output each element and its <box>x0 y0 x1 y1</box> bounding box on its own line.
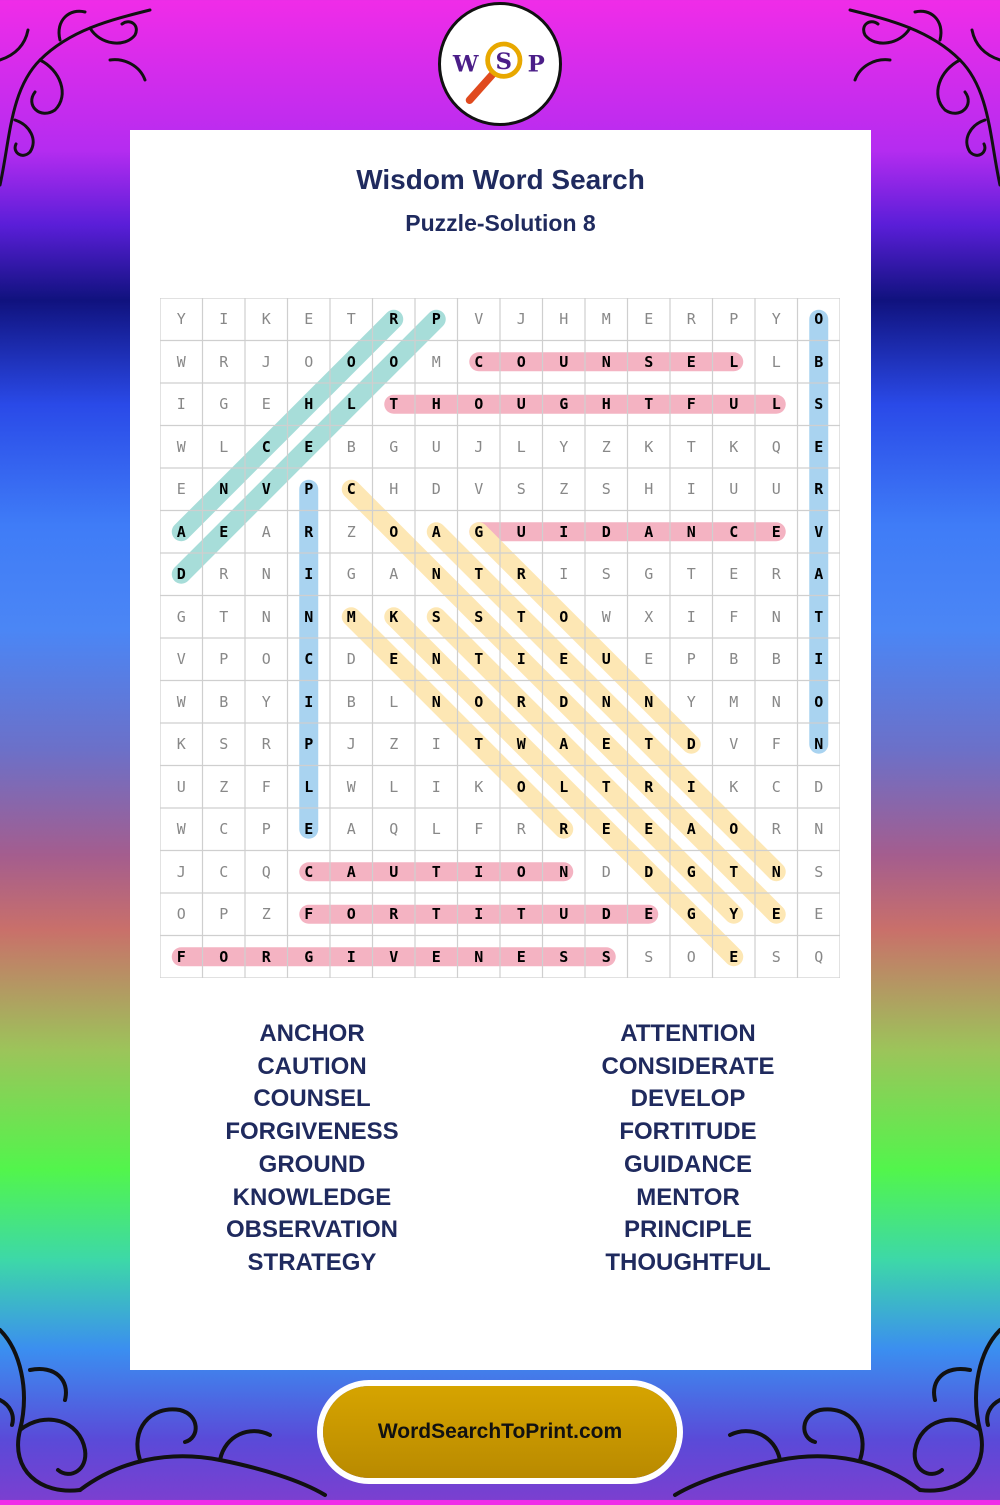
grid-cell: B <box>771 650 781 668</box>
word-list-item: CONSIDERATE <box>601 1052 775 1080</box>
grid-cell: K <box>729 437 739 456</box>
grid-cell: Y <box>261 692 271 711</box>
grid-cell: L <box>219 437 229 456</box>
grid-cell: E <box>431 947 441 966</box>
grid-cell: P <box>431 310 441 328</box>
grid-cell: C <box>771 777 781 796</box>
grid-cell: R <box>219 352 229 371</box>
grid-cell: U <box>559 352 569 371</box>
grid-cell: P <box>686 650 696 668</box>
grid-cell: V <box>176 650 186 668</box>
grid-cell: T <box>516 607 526 626</box>
grid-cell: R <box>261 735 271 753</box>
grid-cell: N <box>601 692 611 711</box>
word-list-item: GUIDANCE <box>623 1150 752 1178</box>
grid-cell: L <box>771 352 781 371</box>
word-list-item: DEVELOP <box>630 1085 746 1113</box>
grid-cell: R <box>814 480 824 498</box>
grid-cell: S <box>431 607 441 626</box>
grid-cell: D <box>176 565 186 583</box>
grid-cell: R <box>771 820 781 838</box>
grid-cell: E <box>814 905 824 923</box>
grid-cell: D <box>814 777 824 796</box>
grid-cell: F <box>771 735 781 753</box>
grid-cell: M <box>431 352 441 371</box>
grid-cell: A <box>346 862 356 881</box>
grid-cell: A <box>644 522 654 541</box>
grid-cell: I <box>686 480 696 498</box>
grid-cell: N <box>431 650 441 668</box>
grid-cell: Z <box>559 480 569 498</box>
grid-cell: G <box>304 947 314 966</box>
grid-cell: T <box>516 905 526 923</box>
grid-cell: I <box>516 650 526 668</box>
grid-cell: I <box>176 395 186 413</box>
grid-cell: P <box>304 735 314 753</box>
grid-cell: V <box>389 947 399 966</box>
grid-cell: C <box>346 480 356 498</box>
page-subtitle: Puzzle-Solution 8 <box>405 210 596 236</box>
grid-cell: Q <box>814 947 824 966</box>
grid-cell: T <box>814 607 824 626</box>
grid-cell: I <box>559 522 569 541</box>
grid-cell: F <box>686 395 696 413</box>
grid-cell: S <box>644 352 654 371</box>
grid-cell: E <box>601 735 611 753</box>
wsp-logo <box>438 2 562 126</box>
grid-cell: O <box>304 352 314 371</box>
grid-cell: E <box>729 947 739 966</box>
grid-cell: O <box>219 947 229 966</box>
grid-cell: R <box>304 522 314 541</box>
grid-cell: G <box>686 905 696 923</box>
grid-cell: E <box>261 395 271 413</box>
grid-cell: K <box>261 310 271 328</box>
grid-cell: K <box>474 777 484 796</box>
grid-cell: E <box>729 565 739 583</box>
word-list-item: FORGIVENESS <box>225 1118 399 1146</box>
grid-cell: E <box>219 522 229 541</box>
grid-cell: I <box>559 565 569 583</box>
grid-cell: N <box>261 607 271 626</box>
grid-cell: S <box>219 735 229 753</box>
grid-cell: N <box>431 565 441 583</box>
grid-cell: T <box>219 607 229 626</box>
grid-cell: O <box>729 820 739 838</box>
grid-cell: S <box>644 947 654 966</box>
grid-cell: T <box>474 735 484 753</box>
grid-cell: U <box>516 395 526 413</box>
page-title: Wisdom Word Search <box>356 164 645 195</box>
site-link-label: WordSearchToPrint.com <box>377 1420 623 1443</box>
grid-cell: K <box>729 777 739 796</box>
grid-cell: P <box>729 310 739 328</box>
grid-cell: W <box>176 352 186 371</box>
grid-cell: D <box>346 650 356 668</box>
grid-cell: H <box>644 480 654 498</box>
grid-cell: B <box>346 437 356 456</box>
grid-cell: R <box>686 310 696 328</box>
grid-cell: N <box>474 947 484 966</box>
grid-cell: T <box>474 650 484 668</box>
grid-cell: G <box>389 437 399 456</box>
grid-cell: T <box>644 735 654 753</box>
grid-cell: L <box>516 437 526 456</box>
grid-cell: N <box>814 735 824 753</box>
grid-cell: E <box>601 820 611 838</box>
grid-cell: P <box>219 905 229 923</box>
grid-cell: O <box>686 947 696 966</box>
grid-cell: W <box>346 777 356 796</box>
grid-cell: O <box>814 310 824 328</box>
grid-cell: T <box>346 310 356 328</box>
grid-cell: N <box>261 565 271 583</box>
grid-cell: R <box>389 905 399 923</box>
grid-cell: C <box>261 437 271 456</box>
grid-cell: F <box>729 607 739 626</box>
grid-cell: V <box>729 735 739 753</box>
grid-cell: L <box>559 777 569 796</box>
word-list-item: GROUND <box>258 1150 366 1178</box>
grid-cell: P <box>261 820 271 838</box>
grid-cell: O <box>559 607 569 626</box>
grid-cell: I <box>474 905 484 923</box>
grid-cell: J <box>516 310 526 328</box>
grid-cell: T <box>474 565 484 583</box>
grid-cell: V <box>814 522 824 541</box>
grid-cell: W <box>176 820 186 838</box>
word-list-item: MENTOR <box>636 1183 740 1211</box>
grid-cell: S <box>814 862 824 881</box>
grid-cell: I <box>304 565 314 583</box>
grid-cell: E <box>304 437 314 456</box>
grid-cell: E <box>814 437 824 456</box>
grid-cell: Z <box>261 905 271 923</box>
logo-letter: S <box>495 48 513 75</box>
grid-cell: U <box>431 437 441 456</box>
grid-cell: L <box>389 692 399 711</box>
word-list-item: PRINCIPLE <box>623 1216 752 1244</box>
grid-cell: Y <box>559 437 569 456</box>
grid-cell: B <box>814 352 824 371</box>
grid-cell: D <box>559 692 569 711</box>
word-search-grid <box>160 298 840 978</box>
grid-cell: L <box>346 395 356 413</box>
grid-cell: L <box>771 395 781 413</box>
word-list-left <box>162 1018 462 1280</box>
grid-cell: E <box>644 310 654 328</box>
grid-cell: E <box>304 820 314 838</box>
grid-cell: H <box>559 310 569 328</box>
grid-cell: S <box>601 947 611 966</box>
grid-cell: N <box>304 607 314 626</box>
grid-cell: O <box>346 352 356 371</box>
grid-cell: O <box>389 522 399 541</box>
grid-cell: M <box>346 607 356 626</box>
grid-cell: E <box>771 522 781 541</box>
grid-cell: N <box>559 862 569 881</box>
word-list-item: KNOWLEDGE <box>232 1183 392 1211</box>
grid-cell: G <box>176 607 186 626</box>
grid-cell: X <box>644 607 654 626</box>
grid-cell: A <box>346 820 356 838</box>
grid-cell: Q <box>771 437 781 456</box>
grid-cell: Y <box>729 905 739 923</box>
grid-cell: V <box>261 480 271 498</box>
grid-cell: M <box>601 310 611 328</box>
grid-cell: U <box>176 777 186 796</box>
grid-cell: R <box>516 820 526 838</box>
grid-cell: U <box>389 862 399 881</box>
grid-cell: E <box>686 352 696 371</box>
grid-cell: O <box>474 395 484 413</box>
grid-cell: B <box>219 692 229 711</box>
grid-cell: N <box>771 607 781 626</box>
grid-cell: S <box>814 395 824 413</box>
grid-cell: N <box>219 480 229 498</box>
grid-cell: N <box>771 692 781 711</box>
grid-cell: B <box>729 650 739 668</box>
grid-cell: I <box>686 607 696 626</box>
grid-cell: H <box>304 395 314 413</box>
grid-cell: G <box>686 862 696 881</box>
grid-cell: A <box>814 565 824 583</box>
grid-cell: O <box>474 692 484 711</box>
grid-cell: F <box>474 820 484 838</box>
grid-cell: W <box>176 692 186 711</box>
word-list-item: ATTENTION <box>620 1020 756 1047</box>
grid-cell: O <box>261 650 271 668</box>
grid-cell: H <box>389 480 399 498</box>
grid-cell: G <box>219 395 229 413</box>
grid-cell: C <box>304 862 314 881</box>
grid-cell: G <box>346 565 356 583</box>
grid-cell: K <box>176 735 186 753</box>
grid-cell: F <box>261 777 271 796</box>
grid-cell: D <box>601 862 611 881</box>
grid-cell: C <box>474 352 484 371</box>
grid-cell: L <box>389 777 399 796</box>
grid-cell: Q <box>389 820 399 838</box>
grid-cell: P <box>304 480 314 498</box>
grid-cell: Z <box>346 522 356 541</box>
grid-cell: K <box>644 437 654 456</box>
word-list-item: CAUTION <box>257 1052 367 1080</box>
grid-cell: N <box>644 692 654 711</box>
grid-cell: I <box>219 310 229 328</box>
grid-cell: R <box>559 820 569 838</box>
grid-cell: E <box>516 947 526 966</box>
grid-cell: B <box>346 692 356 711</box>
grid-cell: I <box>474 862 484 881</box>
grid-cell: A <box>389 565 399 583</box>
grid-cell: O <box>389 352 399 371</box>
grid-cell: S <box>601 480 611 498</box>
grid-cell: M <box>729 692 739 711</box>
grid-cell: E <box>176 480 186 498</box>
grid-cell: D <box>431 480 441 498</box>
grid-cell: E <box>771 905 781 923</box>
grid-cell: N <box>771 862 781 881</box>
grid-cell: L <box>431 820 441 838</box>
grid-cell: S <box>601 565 611 583</box>
grid-cell: S <box>474 607 484 626</box>
grid-cell: T <box>686 437 696 456</box>
grid-cell: D <box>601 522 611 541</box>
grid-cell: R <box>771 565 781 583</box>
logo-letter: W <box>452 51 479 78</box>
grid-cell: N <box>431 692 441 711</box>
grid-cell: S <box>559 947 569 966</box>
grid-cell: N <box>686 522 696 541</box>
grid-cell: L <box>729 352 739 371</box>
grid-cell: T <box>686 565 696 583</box>
grid-cell: E <box>389 650 399 668</box>
grid-cell: R <box>516 565 526 583</box>
grid-cell: F <box>176 947 186 966</box>
grid-cell: D <box>644 862 654 881</box>
grid-cell: N <box>601 352 611 371</box>
word-list-item: OBSERVATION <box>225 1216 399 1244</box>
grid-cell: A <box>686 820 696 838</box>
grid-cell: V <box>474 480 484 498</box>
grid-cell: U <box>771 480 781 498</box>
grid-cell: U <box>729 395 739 413</box>
grid-cell: I <box>304 692 314 711</box>
grid-cell: G <box>559 395 569 413</box>
grid-cell: U <box>601 650 611 668</box>
grid-cell: E <box>304 310 314 328</box>
grid-cell: U <box>559 905 569 923</box>
grid-cell: W <box>601 607 611 626</box>
grid-cell: I <box>346 947 356 966</box>
grid-cell: W <box>516 735 526 753</box>
word-list-item: COUNSEL <box>253 1085 371 1113</box>
grid-cell: A <box>559 735 569 753</box>
grid-cell: H <box>601 395 611 413</box>
grid-cell: R <box>261 947 271 966</box>
grid-cell: Z <box>601 437 611 456</box>
grid-cell: W <box>176 437 186 456</box>
grid-cell: T <box>431 905 441 923</box>
word-list-item: FORTITUDE <box>619 1118 757 1146</box>
grid-cell: J <box>474 437 484 456</box>
site-link-button[interactable] <box>323 1386 677 1478</box>
grid-cell: Q <box>261 862 271 881</box>
grid-cell: A <box>431 522 441 541</box>
grid-cell: Z <box>389 735 399 753</box>
grid-cell: T <box>389 395 399 413</box>
grid-cell: G <box>474 522 484 541</box>
word-list-right <box>538 1018 838 1280</box>
grid-cell: S <box>516 480 526 498</box>
grid-cell: R <box>219 565 229 583</box>
grid-cell: C <box>729 522 739 541</box>
grid-cell: P <box>219 650 229 668</box>
grid-cell: R <box>644 777 654 796</box>
grid-cell: O <box>176 905 186 923</box>
grid-cell: I <box>431 735 441 753</box>
grid-cell: C <box>219 862 229 881</box>
grid-cell: T <box>431 862 441 881</box>
grid-cell: O <box>516 777 526 796</box>
grid-cell: A <box>261 522 271 541</box>
grid-cell: I <box>814 650 824 668</box>
word-list-item: THOUGHTFUL <box>605 1248 771 1276</box>
grid-cell: O <box>516 862 526 881</box>
grid-cell: D <box>601 905 611 923</box>
grid-cell: T <box>601 777 611 796</box>
grid-cell: E <box>559 650 569 668</box>
word-list-item: STRATEGY <box>247 1248 377 1276</box>
grid-cell: J <box>346 735 356 753</box>
grid-cell: C <box>219 820 229 838</box>
grid-cell: S <box>771 947 781 966</box>
grid-cell: A <box>176 522 186 541</box>
grid-cell: J <box>261 352 271 371</box>
grid-cell: U <box>729 480 739 498</box>
grid-cell: G <box>644 565 654 583</box>
grid-cell: I <box>686 777 696 796</box>
grid-cell: V <box>474 310 484 328</box>
word-list-item: ANCHOR <box>259 1020 365 1047</box>
grid-cell: T <box>644 395 654 413</box>
grid-cell: O <box>516 352 526 371</box>
grid-cell: F <box>304 905 314 923</box>
grid-cell: K <box>389 607 399 626</box>
grid-cell: E <box>644 820 654 838</box>
grid-cell: O <box>346 905 356 923</box>
grid-cell: U <box>516 522 526 541</box>
logo-letter: P <box>527 51 545 78</box>
grid-cell: I <box>431 777 441 796</box>
grid-cell: R <box>389 310 399 328</box>
grid-cell: Y <box>771 310 781 328</box>
grid-cell: Y <box>176 310 186 328</box>
grid-cell: R <box>516 692 526 711</box>
grid-cell: T <box>729 862 739 881</box>
grid-cell: E <box>644 650 654 668</box>
grid-cell: Y <box>686 692 696 711</box>
grid-cell: Z <box>219 777 229 796</box>
grid-cell: J <box>176 862 186 881</box>
puzzle-card <box>130 130 871 1370</box>
grid-cell: N <box>814 820 824 838</box>
grid-cell: H <box>431 395 441 413</box>
grid-cell: C <box>304 650 314 668</box>
grid-cell: L <box>304 777 314 796</box>
grid-cell: E <box>644 905 654 923</box>
grid-cell: D <box>686 735 696 753</box>
grid-cell: O <box>814 692 824 711</box>
